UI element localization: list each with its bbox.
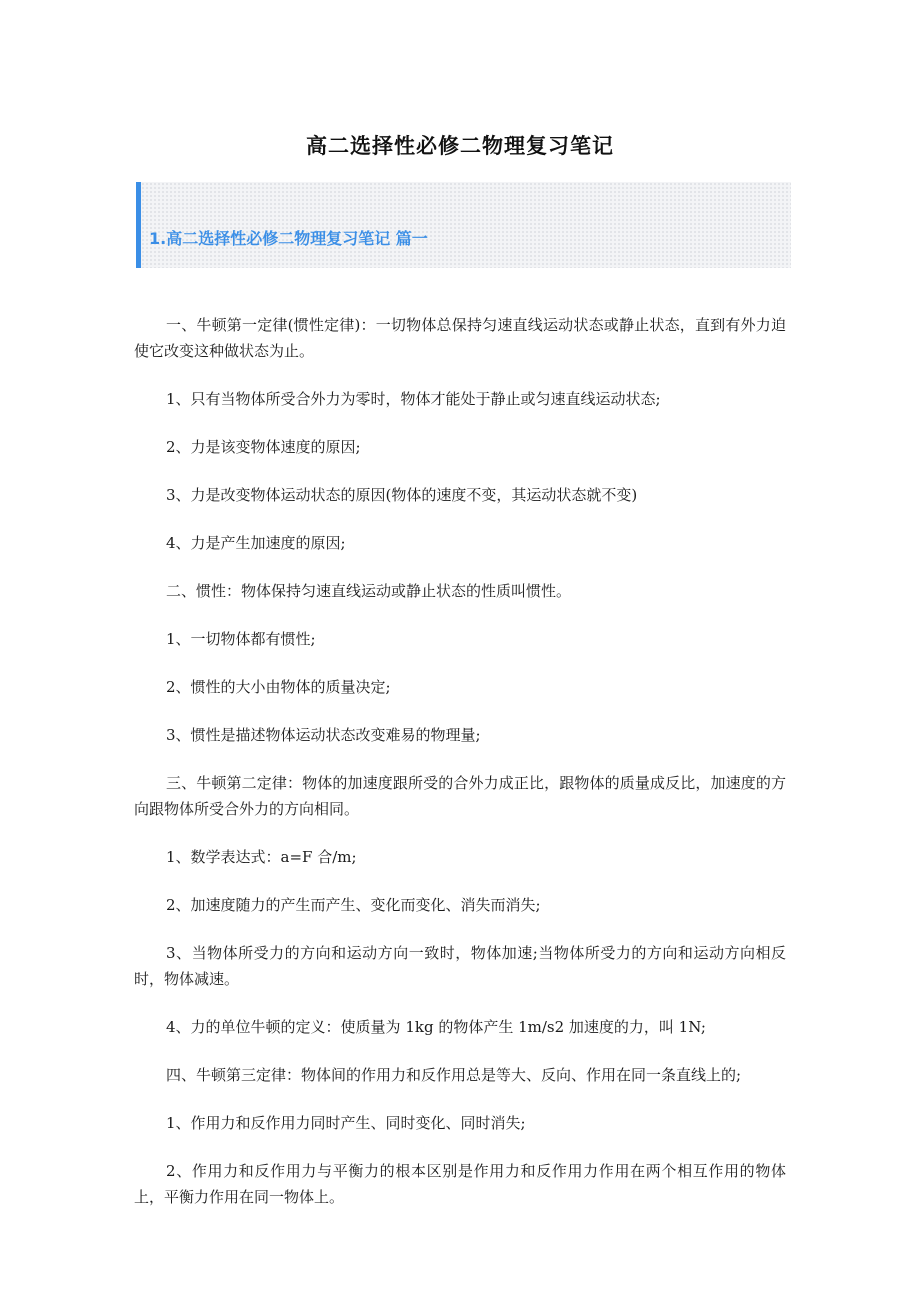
document-body bbox=[134, 312, 786, 1232]
document-title: 高二选择性必修二物理复习笔记 bbox=[306, 134, 614, 158]
paragraph-inertia: 二、惯性：物体保持匀速直线运动或静止状态的性质叫惯性。 bbox=[166, 582, 572, 600]
paragraph-law-3: 四、牛顿第三定律：物体间的作用力和反作用总是等大、反向、作用在同一条直线上的; bbox=[166, 1066, 742, 1084]
paragraph-inertia-point-2: 2、惯性的大小由物体的质量决定; bbox=[166, 678, 391, 696]
paragraph-law-3-point-1: 1、作用力和反作用力同时产生、同时变化、同时消失; bbox=[166, 1114, 526, 1132]
paragraph-law-1: 一、牛顿第一定律(惯性定律)：一切物体总保持匀速直线运动状态或静止状态，直到有外力迫使它改变这种做状态为止。 bbox=[134, 316, 786, 360]
paragraph-law-2-point-3: 3、当物体所受力的方向和运动方向一致时，物体加速;当物体所受力的方向和运动方向相反时，物体减速。 bbox=[134, 944, 786, 988]
paragraph-law-2-point-1: 1、数学表达式：a=F 合/m; bbox=[166, 848, 357, 866]
paragraph-law-1-point-1: 1、只有当物体所受合外力为零时，物体才能处于静止或匀速直线运动状态; bbox=[166, 390, 661, 408]
paragraph-law-2-point-2: 2、加速度随力的产生而产生、变化而变化、消失而消失; bbox=[166, 896, 541, 914]
paragraph-inertia-point-3: 3、惯性是描述物体运动状态改变难易的物理量; bbox=[166, 726, 481, 744]
section-header-box bbox=[136, 182, 791, 268]
section-heading: 1.高二选择性必修二物理复习笔记 篇一 bbox=[149, 229, 428, 248]
paragraph-law-2: 三、牛顿第二定律：物体的加速度跟所受的合外力成正比，跟物体的质量成反比，加速度的方向跟物体所受合外力的方向相同。 bbox=[134, 774, 786, 818]
paragraph-inertia-point-1: 1、一切物体都有惯性; bbox=[166, 630, 316, 648]
paragraph-law-1-point-2: 2、力是该变物体速度的原因; bbox=[166, 438, 361, 456]
paragraph-law-3-point-2: 2、作用力和反作用力与平衡力的根本区别是作用力和反作用力作用在两个相互作用的物体上，平衡力作用在同一物体上。 bbox=[134, 1162, 786, 1206]
paragraph-law-2-point-4: 4、力的单位牛顿的定义：使质量为 1kg 的物体产生 1m/s2 加速度的力，叫 1N; bbox=[166, 1018, 706, 1036]
paragraph-law-1-point-3: 3、力是改变物体运动状态的原因(物体的速度不变，其运动状态就不变) bbox=[166, 486, 638, 504]
paragraph-law-1-point-4: 4、力是产生加速度的原因; bbox=[166, 534, 346, 552]
